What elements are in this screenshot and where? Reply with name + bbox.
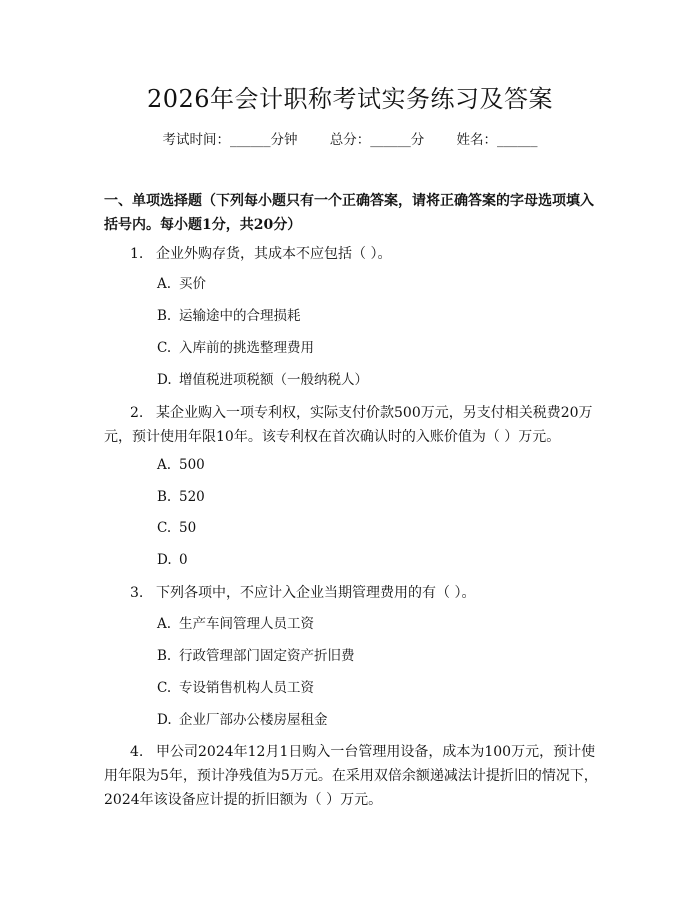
question-4 [104,740,600,812]
question-number: 4. [130,744,144,760]
question-text: 某企业购入一项专利权，实际支付价款500万元，另支付相关税费20万元，预计使用年限10年。该专利权在首次确认时的入账价值为（ ）万元。 [104,405,593,445]
option-1b [157,306,597,326]
option-label: A. [157,276,172,292]
question-number: 1. [130,246,144,262]
option-text: 企业厂部办公楼房屋租金 [179,712,328,728]
total-score-field: 总分：______分 [329,132,425,148]
option-label: C. [157,340,172,356]
question-2 [104,401,600,449]
question-number: 3. [130,585,144,601]
option-label: A. [157,457,172,473]
option-text: 500 [179,457,205,473]
option-text: 增值税进项税额（一般纳税人） [179,372,368,388]
question-text: 下列各项中，不应计入企业当期管理费用的有（ ）。 [156,585,476,601]
option-3a [157,614,597,634]
option-label: D. [157,712,172,728]
question-3 [104,581,600,605]
question-1 [104,242,600,266]
exam-meta [0,130,700,150]
question-text: 企业外购存货，其成本不应包括（ ）。 [156,246,392,262]
option-label: C. [157,680,172,696]
option-label: C. [157,520,172,536]
option-label: B. [157,308,172,324]
option-1c [157,338,597,358]
option-text: 0 [179,552,188,568]
option-2c [157,518,597,538]
option-3d [157,710,597,730]
question-text: 甲公司2024年12月1日购入一台管理用设备，成本为100万元，预计使用年限为5年，预计净残值为5万元。在采用双倍余额递减法计提折旧的情况下，2024年该设备应计提的折旧额为（ ）万元。 [104,744,598,808]
option-text: 买价 [179,276,206,292]
exam-time-field: 考试时间：______分钟 [162,132,298,148]
option-2b [157,487,597,507]
option-3b [157,646,597,666]
option-label: D. [157,372,172,388]
option-label: B. [157,648,172,664]
option-text: 520 [179,489,205,505]
option-label: B. [157,489,172,505]
option-label: A. [157,616,172,632]
option-text: 生产车间管理人员工资 [179,616,314,632]
section-heading-single-choice: 一、单项选择题（下列每小题只有一个正确答案，请将正确答案的字母选项填入括号内。每小题1分，共20分） [104,193,594,233]
option-text: 运输途中的合理损耗 [179,308,301,324]
name-field: 姓名：______ [456,132,538,148]
document-title: 2026年会计职称考试实务练习及答案 [146,85,554,113]
option-3c [157,678,597,698]
option-2d [157,550,597,570]
option-2a [157,455,597,475]
option-text: 50 [179,520,197,536]
option-1a [157,274,597,294]
option-text: 行政管理部门固定资产折旧费 [179,648,355,664]
option-text: 专设销售机构人员工资 [179,680,314,696]
option-1d [157,370,597,390]
option-text: 入库前的挑选整理费用 [179,340,314,356]
question-number: 2. [130,405,144,421]
option-label: D. [157,552,172,568]
